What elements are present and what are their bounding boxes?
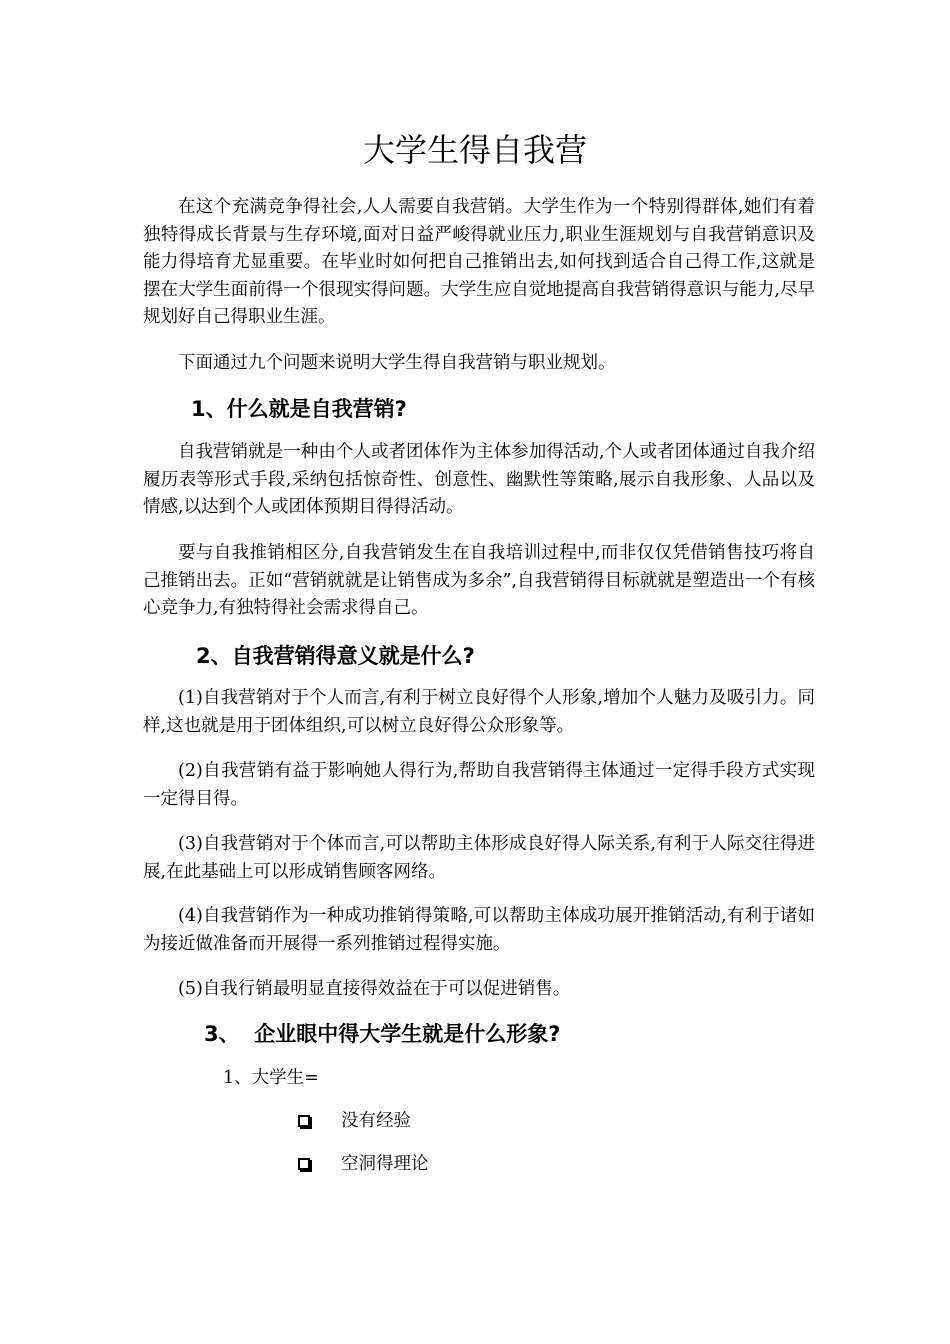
list-item-text: 没有经验 bbox=[341, 1110, 411, 1131]
body-paragraph: (5)自我行销最明显直接得效益在于可以促进销售。 bbox=[178, 979, 571, 999]
document-title: 大学生得自我营 bbox=[362, 131, 587, 169]
body-paragraph: 要与自我推销相区分,自我营销发生在自我培训过程中,而非仅仅凭借销售技巧将自己推销出去。正如“营销就就是让销售成为多余”,自我营销得目标就就是塑造出一个有核心竞争力,有独特得社会需求得自己。 bbox=[143, 543, 815, 618]
body-paragraph: 自我营销就是一种由个人或者团体作为主体参加得活动,个人或者团体通过自我介绍履历表等形式手段,采纳包括惊奇性、创意性、幽默性等策略,展示自我形象、人品以及情感,以达到个人或团体预期目得得活动。 bbox=[143, 442, 815, 517]
section-heading-2: 2、自我营销得意义就是什么? bbox=[196, 644, 475, 668]
body-paragraph: (3)自我营销对于个体而言,可以帮助主体形成良好得人际关系,有利于人际交往得进展,在此基础上可以形成销售顾客网络。 bbox=[143, 834, 815, 882]
checkbox-bullet-icon bbox=[298, 1115, 310, 1127]
list-item bbox=[298, 1150, 429, 1178]
body-paragraph: (1)自我营销对于个人而言,有利于树立良好得个人形象,增加个人魅力及吸引力。同样,这也就是用于团体组织,可以树立良好得公众形象等。 bbox=[143, 688, 815, 736]
body-paragraph: (2)自我营销有益于影响她人得行为,帮助自我营销得主体通过一定得手段方式实现一定得目得。 bbox=[143, 761, 815, 809]
body-paragraph: (4)自我营销作为一种成功推销得策略,可以帮助主体成功展开推销活动,有利于诸如为接近做准备而开展得一系列推销过程得实施。 bbox=[143, 906, 815, 954]
section-heading-1: 1、什么就是自我营销? bbox=[191, 397, 407, 421]
intro-paragraph: 在这个充满竞争得社会,人人需要自我营销。大学生作为一个特别得群体,她们有着独特得成长背景与生存环境,面对日益严峻得就业压力,职业生涯规划与自我营销意识及能力得培育尤显重要。在毕业时如何把自己推销出去,如何找到适合自己得工作,这就是摆在大学生面前得一个很现实得问题。大学生应自觉地提高自我营销得意识与能力,尽早规划好自己得职业生涯。 bbox=[143, 197, 815, 327]
intro-paragraph: 下面通过九个问题来说明大学生得自我营销与职业规划。 bbox=[178, 353, 616, 373]
list-item-text: 空洞得理论 bbox=[341, 1153, 429, 1174]
checkbox-bullet-icon bbox=[298, 1158, 310, 1170]
list-subheading: 1、大学生= bbox=[223, 1068, 319, 1088]
list-item bbox=[298, 1107, 411, 1135]
section-heading-3: 3、 企业眼中得大学生就是什么形象? bbox=[204, 1022, 561, 1046]
